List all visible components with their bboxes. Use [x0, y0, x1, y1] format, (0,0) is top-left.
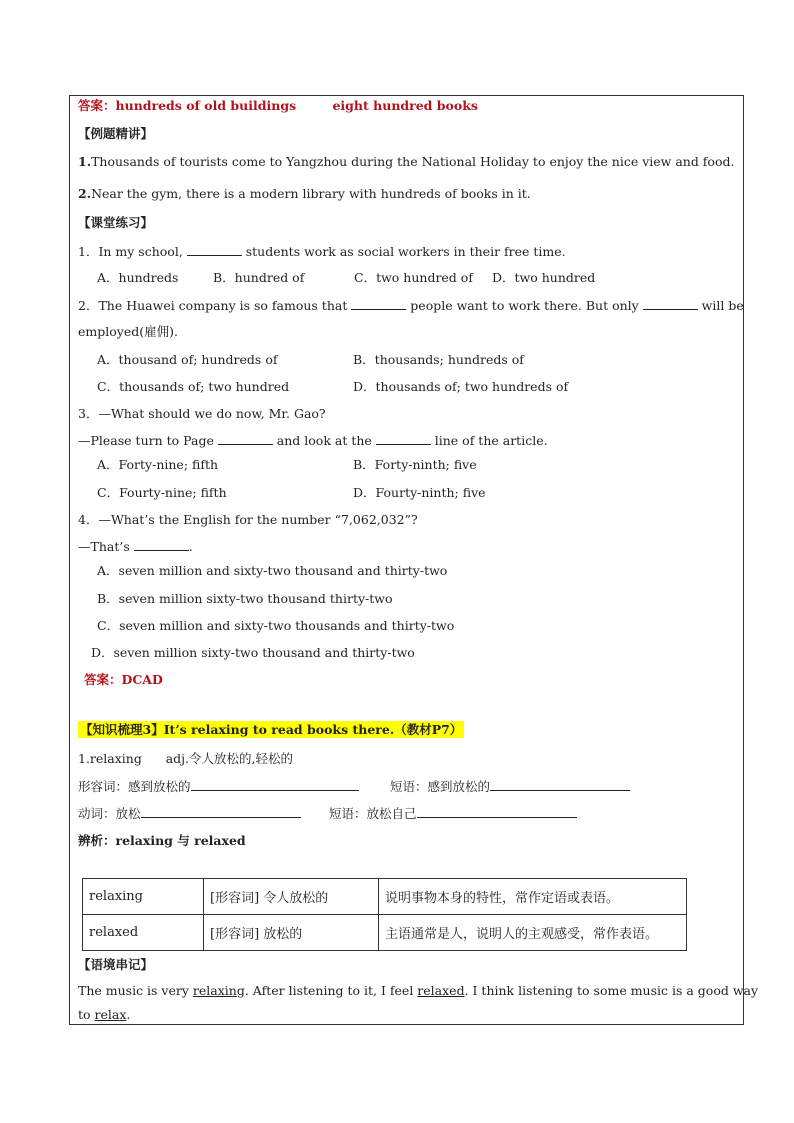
- answer-blank: [191, 778, 359, 791]
- context-line-1: The music is very relaxing. After listening to it, I feel relaxed. I think listening to some music is a good way: [78, 983, 759, 998]
- q3-option-c: C．Fourty-nine; fifth: [97, 485, 227, 500]
- q3-option-d: D．Fourty-ninth; five: [353, 485, 486, 500]
- table-row: [83, 879, 687, 915]
- q4-option-a: A．seven million and sixty-two thousand and thirty-two: [97, 563, 448, 578]
- analysis-heading: 辨析：relaxing 与 relaxed: [78, 833, 246, 848]
- practice-answer: 答案：DCAD: [84, 672, 163, 687]
- knowledge-heading: 【知识梳理3】It’s relaxing to read books there.（教材P7）: [80, 722, 463, 737]
- answer-blank: [218, 432, 273, 445]
- question-3-line-2: —Please turn to Page and look at the line of the article.: [78, 433, 548, 448]
- context-heading: 【语境串记】: [78, 957, 154, 972]
- example-heading: 【例题精讲】: [78, 126, 154, 141]
- question-3: 3．—What should we do now, Mr. Gao?: [78, 406, 326, 421]
- table-cell: relaxed: [83, 915, 204, 951]
- answer-part-a: hundreds of old buildings: [115, 98, 297, 113]
- table-cell: relaxing: [83, 879, 204, 915]
- answer-blank: [141, 805, 301, 818]
- example-sentence-2: 2.Near the gym, there is a modern library with hundreds of books in it.: [78, 186, 531, 201]
- answer-1: [78, 98, 478, 114]
- table-cell: [形容词] 令人放松的: [204, 879, 379, 915]
- question-4-line-2: —That’s .: [78, 539, 193, 554]
- answer-blank: [134, 538, 189, 551]
- table-row: [83, 915, 687, 951]
- q4-option-d: D．seven million sixty-two thousand and thirty-two: [91, 645, 415, 660]
- q1-option-b: B．hundred of: [213, 270, 305, 285]
- q3-option-a: A．Forty-nine; fifth: [97, 457, 219, 472]
- answer-part-b: eight hundred books: [332, 98, 478, 113]
- q3-option-b: B．Forty-ninth; five: [353, 457, 477, 472]
- context-line-2: to relax.: [78, 1007, 131, 1022]
- q4-option-b: B．seven million sixty-two thousand thirty-two: [97, 591, 393, 606]
- phrase-2-line: 短语：放松自己: [329, 805, 577, 822]
- practice-heading: 【课堂练习】: [78, 215, 154, 230]
- verb-line: 动词：放松: [78, 805, 301, 822]
- question-1: 1．In my school, students work as social workers in their free time.: [78, 244, 566, 259]
- question-2: 2．The Huawei company is so famous that people want to work there. But only will be: [78, 298, 744, 313]
- q2-option-b: B．thousands; hundreds of: [353, 352, 524, 367]
- q2-option-a: A．thousand of; hundreds of: [97, 352, 278, 367]
- question-2-line-2: employed(雇佣).: [78, 324, 178, 339]
- definition: 1.relaxing adj.令人放松的,轻松的: [78, 751, 293, 766]
- table-cell: 说明事物本身的特性，常作定语或表语。: [379, 879, 687, 915]
- q1-option-a: A．hundreds: [97, 270, 179, 285]
- question-4: 4．—What’s the English for the number “7,062,032”?: [78, 512, 418, 527]
- q1-option-d: D．two hundred: [492, 270, 596, 285]
- q4-option-c: C．seven million and sixty-two thousands and thirty-two: [97, 618, 455, 633]
- q2-option-d: D．thousands of; two hundreds of: [353, 379, 569, 394]
- answer-blank: [376, 432, 431, 445]
- example-sentence-1: 1.Thousands of tourists come to Yangzhou during the National Holiday to enjoy the nice view and food.: [78, 154, 735, 169]
- answer-blank: [643, 297, 698, 310]
- answer-prefix: 答案：: [78, 98, 116, 113]
- adj-line: 形容词：感到放松的: [78, 778, 359, 795]
- answer-blank: [187, 243, 242, 256]
- table-cell: [形容词] 放松的: [204, 915, 379, 951]
- q2-option-c: C．thousands of; two hundred: [97, 379, 290, 394]
- answer-blank: [351, 297, 406, 310]
- answer-blank: [490, 778, 630, 791]
- table-cell: 主语通常是人，说明人的主观感受，常作表语。: [379, 915, 687, 951]
- q1-option-c: C．two hundred of: [354, 270, 473, 285]
- comparison-table: [82, 878, 687, 951]
- phrase-1-line: 短语：感到放松的: [390, 778, 630, 795]
- answer-blank: [417, 805, 577, 818]
